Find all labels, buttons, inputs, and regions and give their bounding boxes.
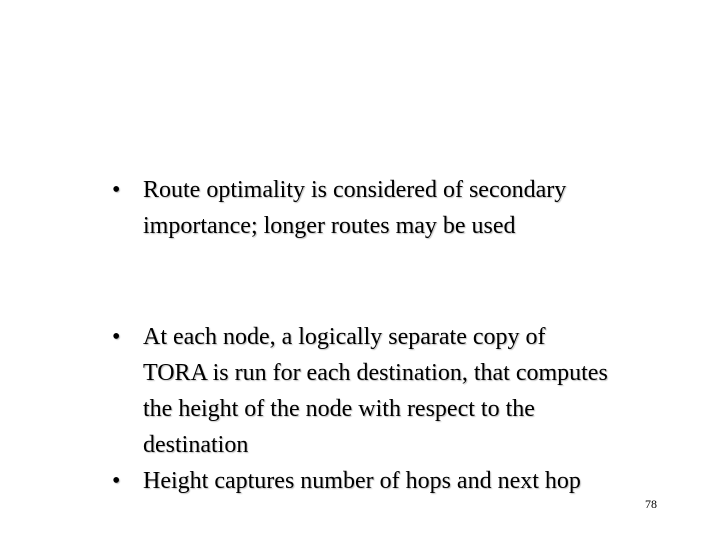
bullet-text: At each node, a logically separate copy of TORA is run for each destination, that computes the height of the node with respect to the destination (143, 324, 608, 458)
bullet-text: Height captures number of hops and next hop (143, 468, 581, 494)
bullet-symbol: • (112, 468, 121, 494)
bullet-list-upper (112, 172, 612, 244)
bullet-item (112, 172, 612, 244)
bullet-symbol: • (112, 324, 121, 350)
bullet-item (112, 463, 612, 499)
page-number: 78 (645, 497, 657, 511)
bullet-list-lower (112, 319, 612, 499)
bullet-text: Route optimality is considered of secondary importance; longer routes may be used (143, 177, 567, 239)
bullet-item (112, 319, 612, 463)
bullet-symbol: • (112, 177, 121, 203)
